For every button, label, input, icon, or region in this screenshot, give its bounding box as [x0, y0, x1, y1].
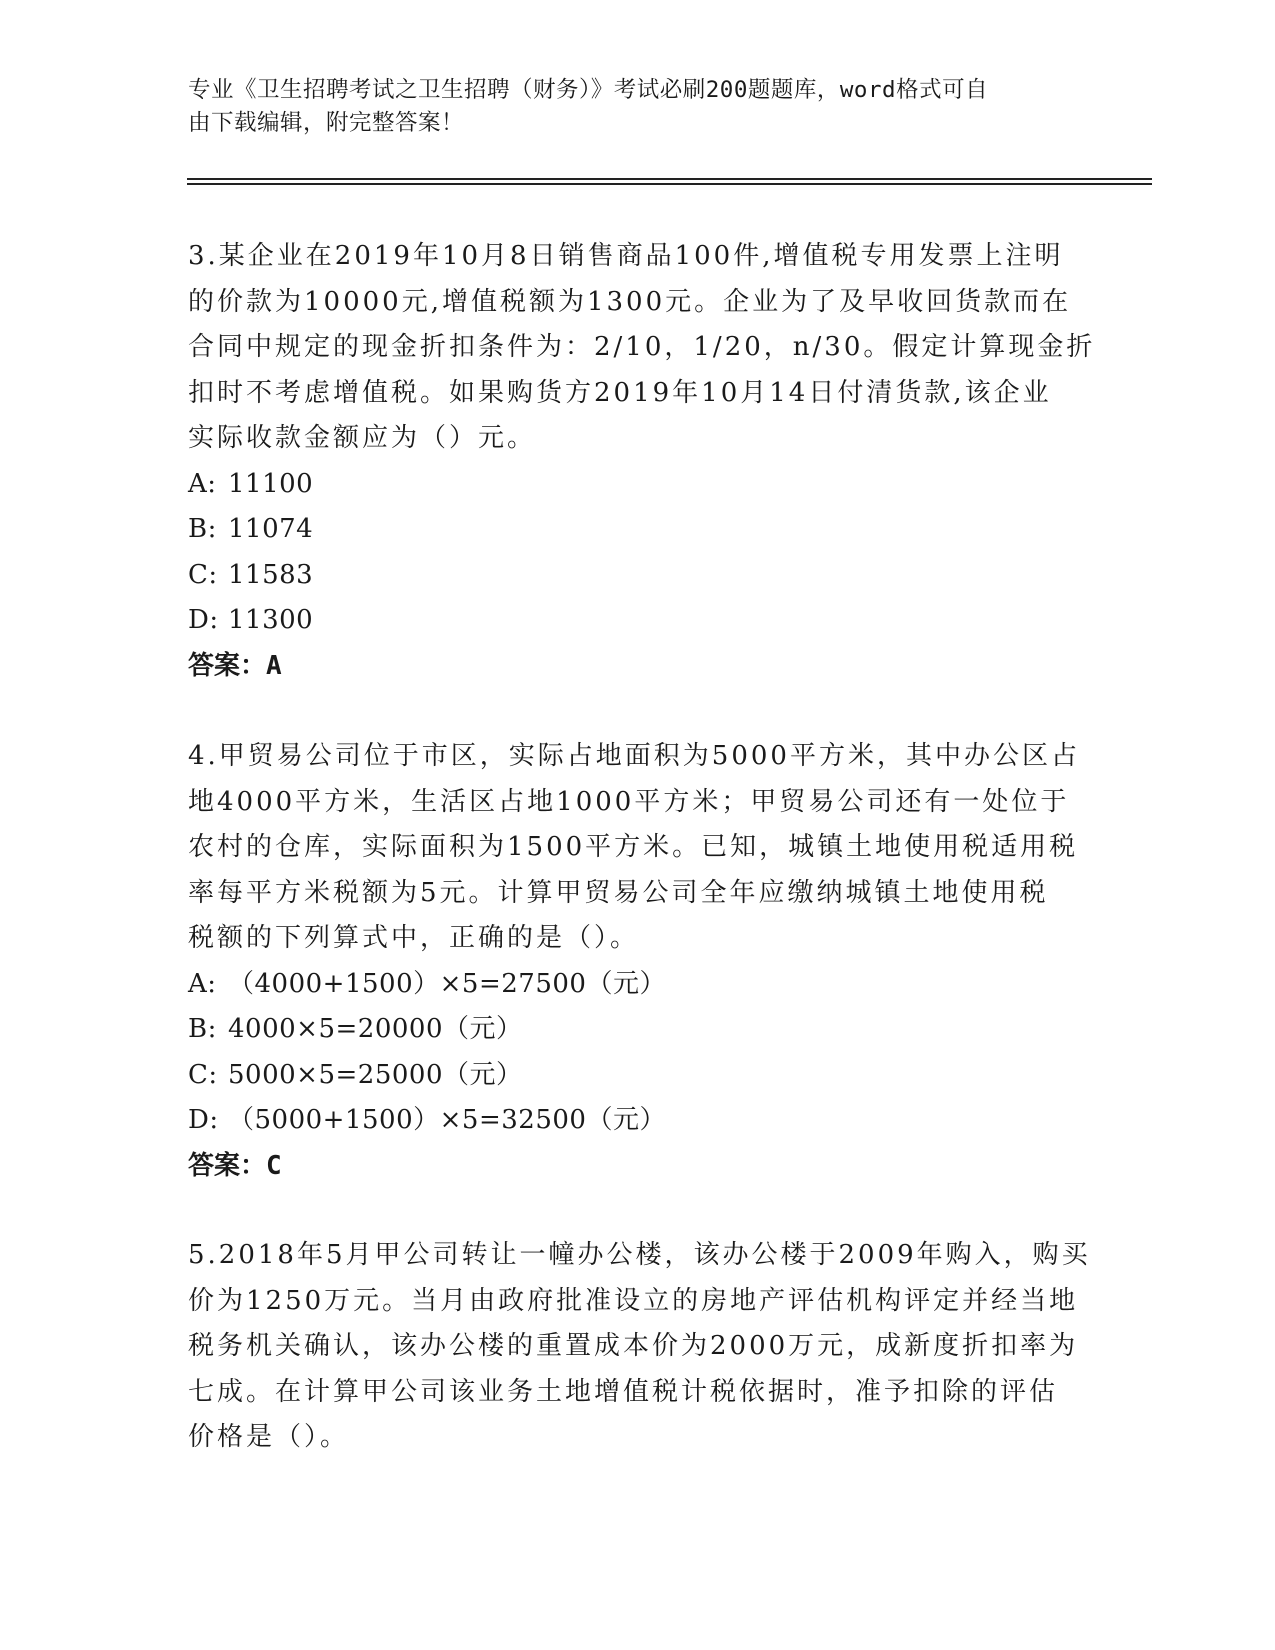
option-a	[188, 962, 1088, 1008]
option-letter: A:	[188, 968, 217, 999]
option-d	[188, 1098, 1088, 1144]
option-b	[188, 1007, 1088, 1053]
question-3	[188, 234, 1096, 689]
option-b	[188, 507, 1088, 553]
stem-line: 税额的下列算式中，正确的是（）。	[188, 923, 640, 953]
option-text: 11300	[228, 605, 314, 635]
stem-line: 率每平方米税额为5元。计算甲贸易公司全年应缴纳城镇土地使用税	[188, 877, 1049, 908]
option-text: 4000×5=20000（元）	[228, 1014, 523, 1044]
document-header	[188, 74, 1068, 140]
stem-line: 实际收款金额应为（）元。	[188, 423, 537, 453]
question-stem	[188, 734, 1088, 962]
question-stem	[188, 1233, 1091, 1461]
stem-line: 税务机关确认，该办公楼的重置成本价为2000万元，成新度折扣率为	[188, 1331, 1079, 1361]
stem-line: 扣时不考虑增值税。如果购货方2019年10月14日付清货款,该企业	[188, 377, 1052, 408]
option-c	[188, 553, 1088, 599]
answer-label: 答案：C	[188, 1150, 282, 1181]
option-letter: B:	[188, 1014, 217, 1044]
option-text: （4000+1500）×5=27500（元）	[228, 968, 666, 999]
stem-line: 七成。在计算甲公司该业务土地增值税计税依据时，准予扣除的评估	[188, 1376, 1059, 1407]
option-letter: D:	[188, 605, 219, 635]
header-line-2: 由下载编辑，附完整答案！	[188, 110, 465, 136]
option-d	[188, 598, 1088, 644]
option-text: （5000+1500）×5=32500（元）	[228, 1105, 666, 1135]
stem-line: 价格是（）。	[188, 1422, 350, 1452]
stem-line: 农村的仓库，实际面积为1500平方米。已知，城镇土地使用税适用税	[188, 832, 1079, 862]
option-text: 11100	[228, 468, 314, 499]
header-line-1: 专业《卫生招聘考试之卫生招聘（财务）》考试必刷200题题库，word格式可自	[188, 77, 989, 103]
option-a	[188, 462, 1088, 508]
option-letter: A:	[188, 468, 217, 499]
stem-line: 的价款为10000元,增值税额为1300元。企业为了及早收回货款而在	[188, 286, 1072, 317]
stem-line: 合同中规定的现金折扣条件为：2/10，1/20，n/30。假定计算现金折	[188, 332, 1096, 362]
option-c	[188, 1053, 1088, 1099]
option-text: 11583	[228, 559, 314, 590]
question-stem	[188, 234, 1096, 462]
option-text: 5000×5=25000（元）	[228, 1059, 523, 1090]
header-divider-top	[187, 178, 1152, 180]
stem-line: 3.某企业在2019年10月8日销售商品100件,增值税专用发票上注明	[188, 241, 1064, 271]
stem-line: 价为1250万元。当月由政府批准设立的房地产评估机构评定并经当地	[188, 1285, 1079, 1316]
question-4	[188, 734, 1088, 1189]
option-letter: B:	[188, 514, 217, 544]
option-text: 11074	[228, 514, 314, 544]
stem-line: 5.2018年5月甲公司转让一幢办公楼，该办公楼于2009年购入，购买	[188, 1240, 1091, 1270]
answer-label: 答案：A	[188, 650, 282, 681]
header-divider-bottom	[187, 183, 1152, 185]
option-letter: D:	[188, 1105, 219, 1135]
stem-line: 地4000平方米，生活区占地1000平方米；甲贸易公司还有一处位于	[188, 786, 1070, 817]
option-letter: C:	[188, 1059, 218, 1090]
option-letter: C:	[188, 559, 218, 590]
question-5	[188, 1233, 1091, 1461]
stem-line: 4.甲贸易公司位于市区，实际占地面积为5000平方米，其中办公区占	[188, 741, 1080, 771]
